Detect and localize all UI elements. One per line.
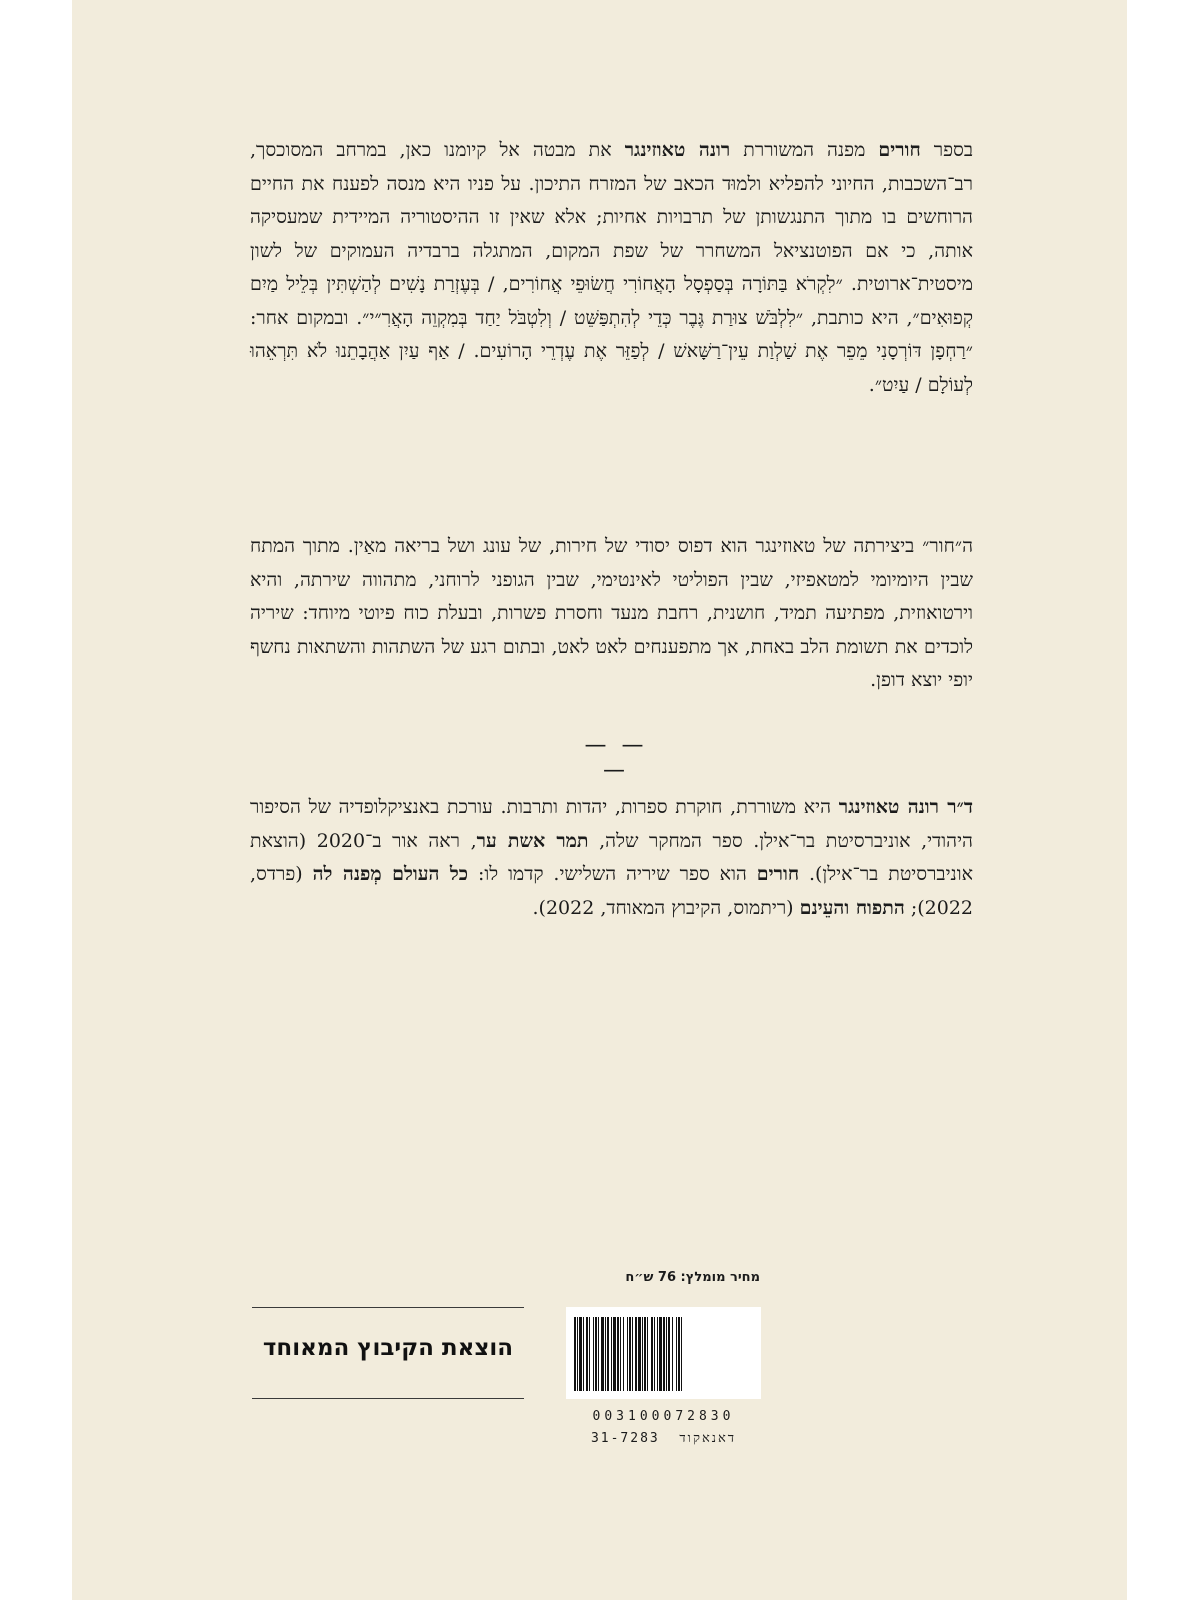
bio-text: (פרדס, 2022); (250, 863, 973, 919)
barcode-bar (666, 1317, 667, 1391)
barcode-bar (678, 1317, 680, 1391)
barcode-bar (595, 1317, 597, 1391)
barcode-bar (620, 1317, 621, 1391)
danacode-value: 31-7283 (590, 1431, 660, 1446)
barcode-bar (651, 1317, 653, 1391)
barcode-bar (676, 1317, 677, 1391)
bio-text: היא משוררת, חוקרת ספרות, יהדות ותרבות. עורכת באנציקלופדיה של הסיפור היהודי, אוניברסיטת בר־אילן. ספר המחקר שלה, (250, 796, 973, 852)
barcode-bar (583, 1317, 584, 1391)
barcode-bar (601, 1317, 604, 1391)
barcode-bar (647, 1317, 648, 1391)
barcode-bar (607, 1317, 609, 1391)
barcode-bars (566, 1307, 761, 1399)
barcode-bar (629, 1317, 631, 1391)
barcode-bar (644, 1317, 646, 1391)
author-bio (250, 791, 973, 925)
blurb-text: מפנה המשוררת (730, 139, 879, 161)
barcode-bar (605, 1317, 606, 1391)
barcode-bar (593, 1317, 594, 1391)
barcode-bar (668, 1317, 670, 1391)
author-bio-name: ד״ר רונה טאוזינגר (838, 796, 973, 818)
barcode-bar (632, 1317, 633, 1391)
bio-book-title: התפוח והעֵינם (799, 896, 905, 919)
section-divider: — — — (584, 733, 648, 783)
barcode (566, 1307, 761, 1399)
blurb-text: בספר (920, 139, 973, 161)
barcode-bar (659, 1317, 662, 1391)
barcode-bar (657, 1317, 658, 1391)
bio-book-title: כל העולם מְפנה לה (312, 863, 469, 885)
barcode-bar (579, 1317, 582, 1391)
barcode-number: 003100072830 (592, 1409, 735, 1424)
barcode-bar (617, 1317, 619, 1391)
barcode-bar (574, 1317, 576, 1391)
barcode-bar (611, 1317, 612, 1391)
bio-book-title: תמר אשת ער (476, 829, 589, 852)
barcode-bar (627, 1317, 628, 1391)
barcode-bar (613, 1317, 616, 1391)
blurb-text: את מבטה אל קיומנו כאן, במרחב המסוכסך, רב־השכבות, החיוני להפליא ולמוּד הכאב של המזרח התיכון. על פניו היא מנסה לפענח את החיים הרוחשים בו מתוך התנגשותן של תרבויות אחיות; אלא שאין זו ההיסטוריה המיידית שמעסיקה אותה, כי אם הפוטנציאל המשחרר של שפת המקום, המתגלה ברבדיה העמוקים של לשון מיסטית־ארוטית. ״לִקְרֹא בַּתּוֹרָה בְּסַפְסָל הָאֲחוֹרִי חֲשׂוּפֵי אֲחוֹרִים, / בְּעֶזְרַת נָשִׁים לְהַשְׁתִּין בְּלֵיל מַיִם קְפוּאִים״, היא כותבת, ״לִלְבֹּשׁ צוּרַת גֶּבֶר כְּדֵי לְהִתְפַּשֵּׁט / וְלִטְבֹּל יַחַד בְּמִקְוֵה הָאֲרִ״י״. ובמקום אחר: ״רַחְפָן דּוֹרְסָנִי מֵפֵר אֶת שַׁלְוַת עֵין־רַשָּׁאשׁ / לְפַזֵּר אֶת עֶדְרֵי הָרוֹעִים. / אַף עַיִן אַהֲבָתֵנוּ לֹא תִּרְאֵהוּ לְעוֹלָם / עַיִט״. (250, 139, 973, 396)
publisher-name: הוצאת הקיבוץ המאוחד (262, 1335, 514, 1361)
barcode-bar (638, 1317, 641, 1391)
danacode-line (566, 1430, 761, 1446)
bio-book-title: חורים (756, 863, 800, 885)
barcode-bar (586, 1317, 588, 1391)
barcode-bar (598, 1317, 599, 1391)
barcode-bar (681, 1317, 682, 1391)
blurb-paragraph-1 (250, 134, 973, 402)
author-name: רונה טאוזינגר (624, 139, 731, 161)
barcode-bar (642, 1317, 643, 1391)
bio-text: הוא ספר שיריה השלישי. קדמו לו: (468, 863, 757, 885)
publisher-rule-top (252, 1307, 524, 1308)
barcode-bar (663, 1317, 665, 1391)
book-title: חורים (878, 139, 921, 161)
publisher-rule-bottom (252, 1398, 524, 1399)
danacode-label: דאנאקוד (679, 1431, 737, 1446)
barcode-bar (623, 1317, 624, 1391)
barcode-bar (577, 1317, 578, 1391)
blurb-paragraph-2: ה״חור״ ביצירתה של טאוזינגר הוא דפוס יסודי של חירות, של עונג ושל בריאה מאַין. מתוך המתח שבין היומיומי למטאפיזי, שבין הפוליטי לאינטימי, שבין הגופני לרוחני, מתהווה שירתה, והיא וירטואוזית, מפתיעה תמיד, חושנית, רחבת מנעד וחסרת פשרות, ובעלת כוח פיוטי מיוחד: שיריה לוכדים את תשומת הלב באחת, אך מתפענחים לאט לאט, ובתום רגע של השתהות והשתאות נחשף יופי יוצא דופן. (250, 535, 973, 691)
bio-text: , ראה אור ב־2020 (הוצאת אוניברסיטת בר־אילן). (250, 829, 973, 885)
barcode-bar (635, 1317, 637, 1391)
barcode-bar (589, 1317, 590, 1391)
bio-text: (ריתמוס, הקיבוץ המאוחד, 2022). (532, 896, 800, 919)
recommended-price: מחיר מומלץ: 76 ש״ח (625, 1270, 760, 1285)
barcode-bar (672, 1317, 673, 1391)
barcode-bar (654, 1317, 655, 1391)
